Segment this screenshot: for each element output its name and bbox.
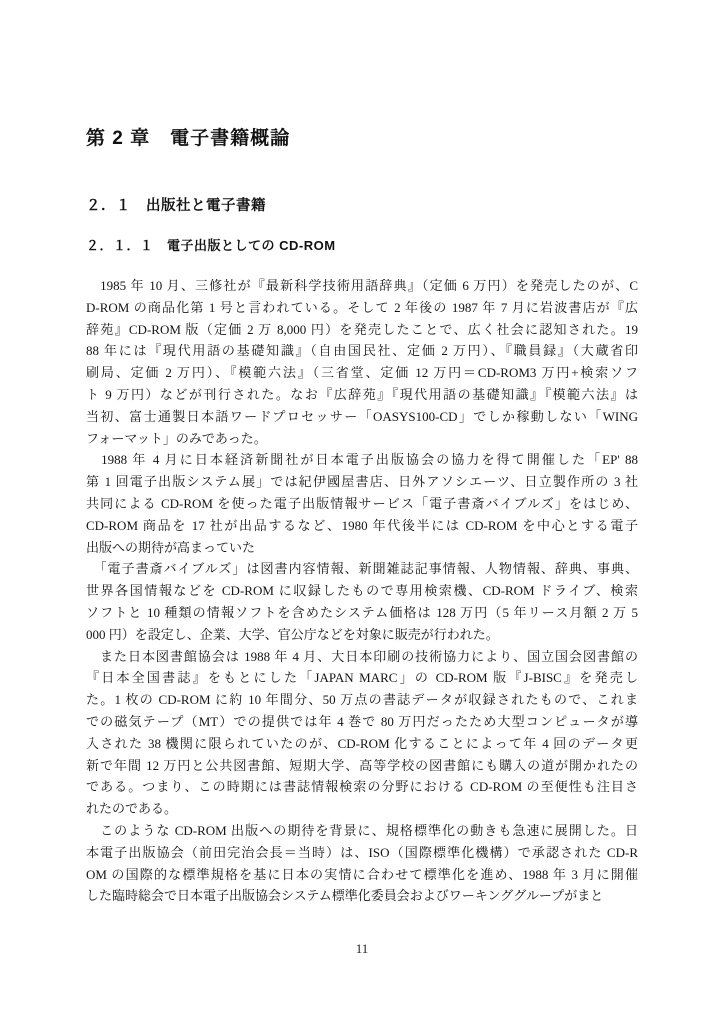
text-line: 本電子出版協会（前田完治会長＝当時）は、ISO（国際標準化機構）で承認された CD-R (86, 844, 638, 860)
text-line: れたのである。 (86, 801, 178, 817)
text-line: 1985 年 10 月、三修社が『最新科学技術用語辞典』（定価 6 万円）を発売したのが、C (86, 278, 638, 293)
text-line: OM の国際的な標準規格を基に日本の実情に合わせて標準化を進め、1988 年 3 月に開催 (86, 866, 638, 882)
text-line: 000 円）を設定し、企業、大学、官公庁などを対象に販売が行われた。 (86, 626, 499, 642)
paragraph (86, 820, 638, 907)
text-line: 当初、富士通製日本語ワードプロセッサー「OASYS100-CD」でしか稼動しない「WING (86, 408, 638, 424)
text-line: ソフトと 10 種類の情報ソフトを含めたシステム価格は 128 万円（5 年リース月額 2 万 5 (86, 604, 638, 620)
paragraph (86, 449, 638, 558)
body-paragraphs (86, 255, 638, 907)
text-line: 88 年には『現代用語の基礎知識』（自由国民社、定価 2 万円）、『職員録』（大蔵省印 (86, 343, 638, 359)
text-line: 「電子書斎バイブルズ」は図書内容情報、新聞雑誌記事情報、人物情報、辞典、事典、 (86, 561, 638, 577)
text-line: 1988 年 4 月に日本経済新聞社が日本電子出版協会の協力を得て開催した「EP' 88 (86, 452, 638, 468)
text-line: 共同による CD-ROM を使った電子出版情報サービス「電子書斎バイブルズ」をはじめ、 (86, 495, 638, 511)
text-line: 『日本全国書誌』をもとにした「JAPAN MARC」の CD-ROM 版『J-BISC』を発売し (86, 670, 638, 686)
text-line: CD-ROM 商品を 17 社が出品するなど、1980 年代後半には CD-ROM を中心とする電子 (86, 517, 638, 533)
text-line: 第 1 回電子出版システム展」では紀伊國屋書店、日外アソシエーツ、日立製作所の 3 社 (86, 474, 638, 490)
paragraph (86, 646, 638, 820)
text-line: した臨時総会で日本電子出版協会システム標準化委員会およびワーキンググループがまと (86, 888, 604, 904)
text-line: D-ROM の商品化第 1 号と言われている。そして 2 年後の 1987 年 7 月に岩波書店が『広 (86, 299, 638, 315)
page-number: 11 (355, 941, 369, 956)
section-heading: ２．１ 出版社と電子書籍 (86, 198, 266, 214)
subsection-heading: ２．１．１ 電子出版としての CD-ROM (86, 238, 336, 253)
text-line: ト 9 万円）などが刊行された。なお『広辞苑』『現代用語の基礎知識』『模範六法』は (86, 386, 638, 402)
text-line: 辞苑』CD-ROM 版（定価 2 万 8,000 円）を発売したことで、広く社会に認知された。19 (86, 321, 638, 337)
text-line: た。1 枚の CD-ROM に約 10 年間分、50 万点の書誌データが収録されたもので、これま (86, 692, 638, 708)
paragraph (86, 275, 638, 449)
text-line: また日本図書館協会は 1988 年 4 月、大日本印刷の技術協力により、国立国会図書館の (86, 648, 638, 664)
text-line: 世界各国情報などを CD-ROM に収録したもので専用検索機、CD-ROM ドライブ、検索 (86, 583, 638, 599)
text-line: である。つまり、この時期には書誌情報検索の分野における CD-ROM の至便性も注目さ (86, 779, 638, 795)
chapter-heading: 第 2 章 電子書籍概論 (86, 128, 291, 149)
text-line: このような CD-ROM 出版への期待を背景に、規格標準化の動きも急速に展開した。日 (86, 822, 638, 838)
paragraph (86, 558, 638, 645)
text-line: での磁気テープ（MT）での提供では年 4 巻で 80 万円だったため大型コンピュータが導 (86, 713, 638, 729)
text-line: フォーマット」のみであった。 (86, 430, 267, 446)
text-line: 出版への期待が高まっていた (86, 539, 256, 555)
text-line: 刷局、定価 2 万円）、『模範六法』（三省堂、定価 12 万円＝CD-ROM3 万円+検索ソフ (86, 365, 638, 381)
text-line: 新で年間 12 万円と公共図書館、短期大学、高等学校の図書館にも購入の道が開かれたの (86, 757, 638, 773)
text-line: 入された 38 機関に限られていたのが、CD-ROM 化することによって年 4 回のデータ更 (86, 735, 638, 751)
